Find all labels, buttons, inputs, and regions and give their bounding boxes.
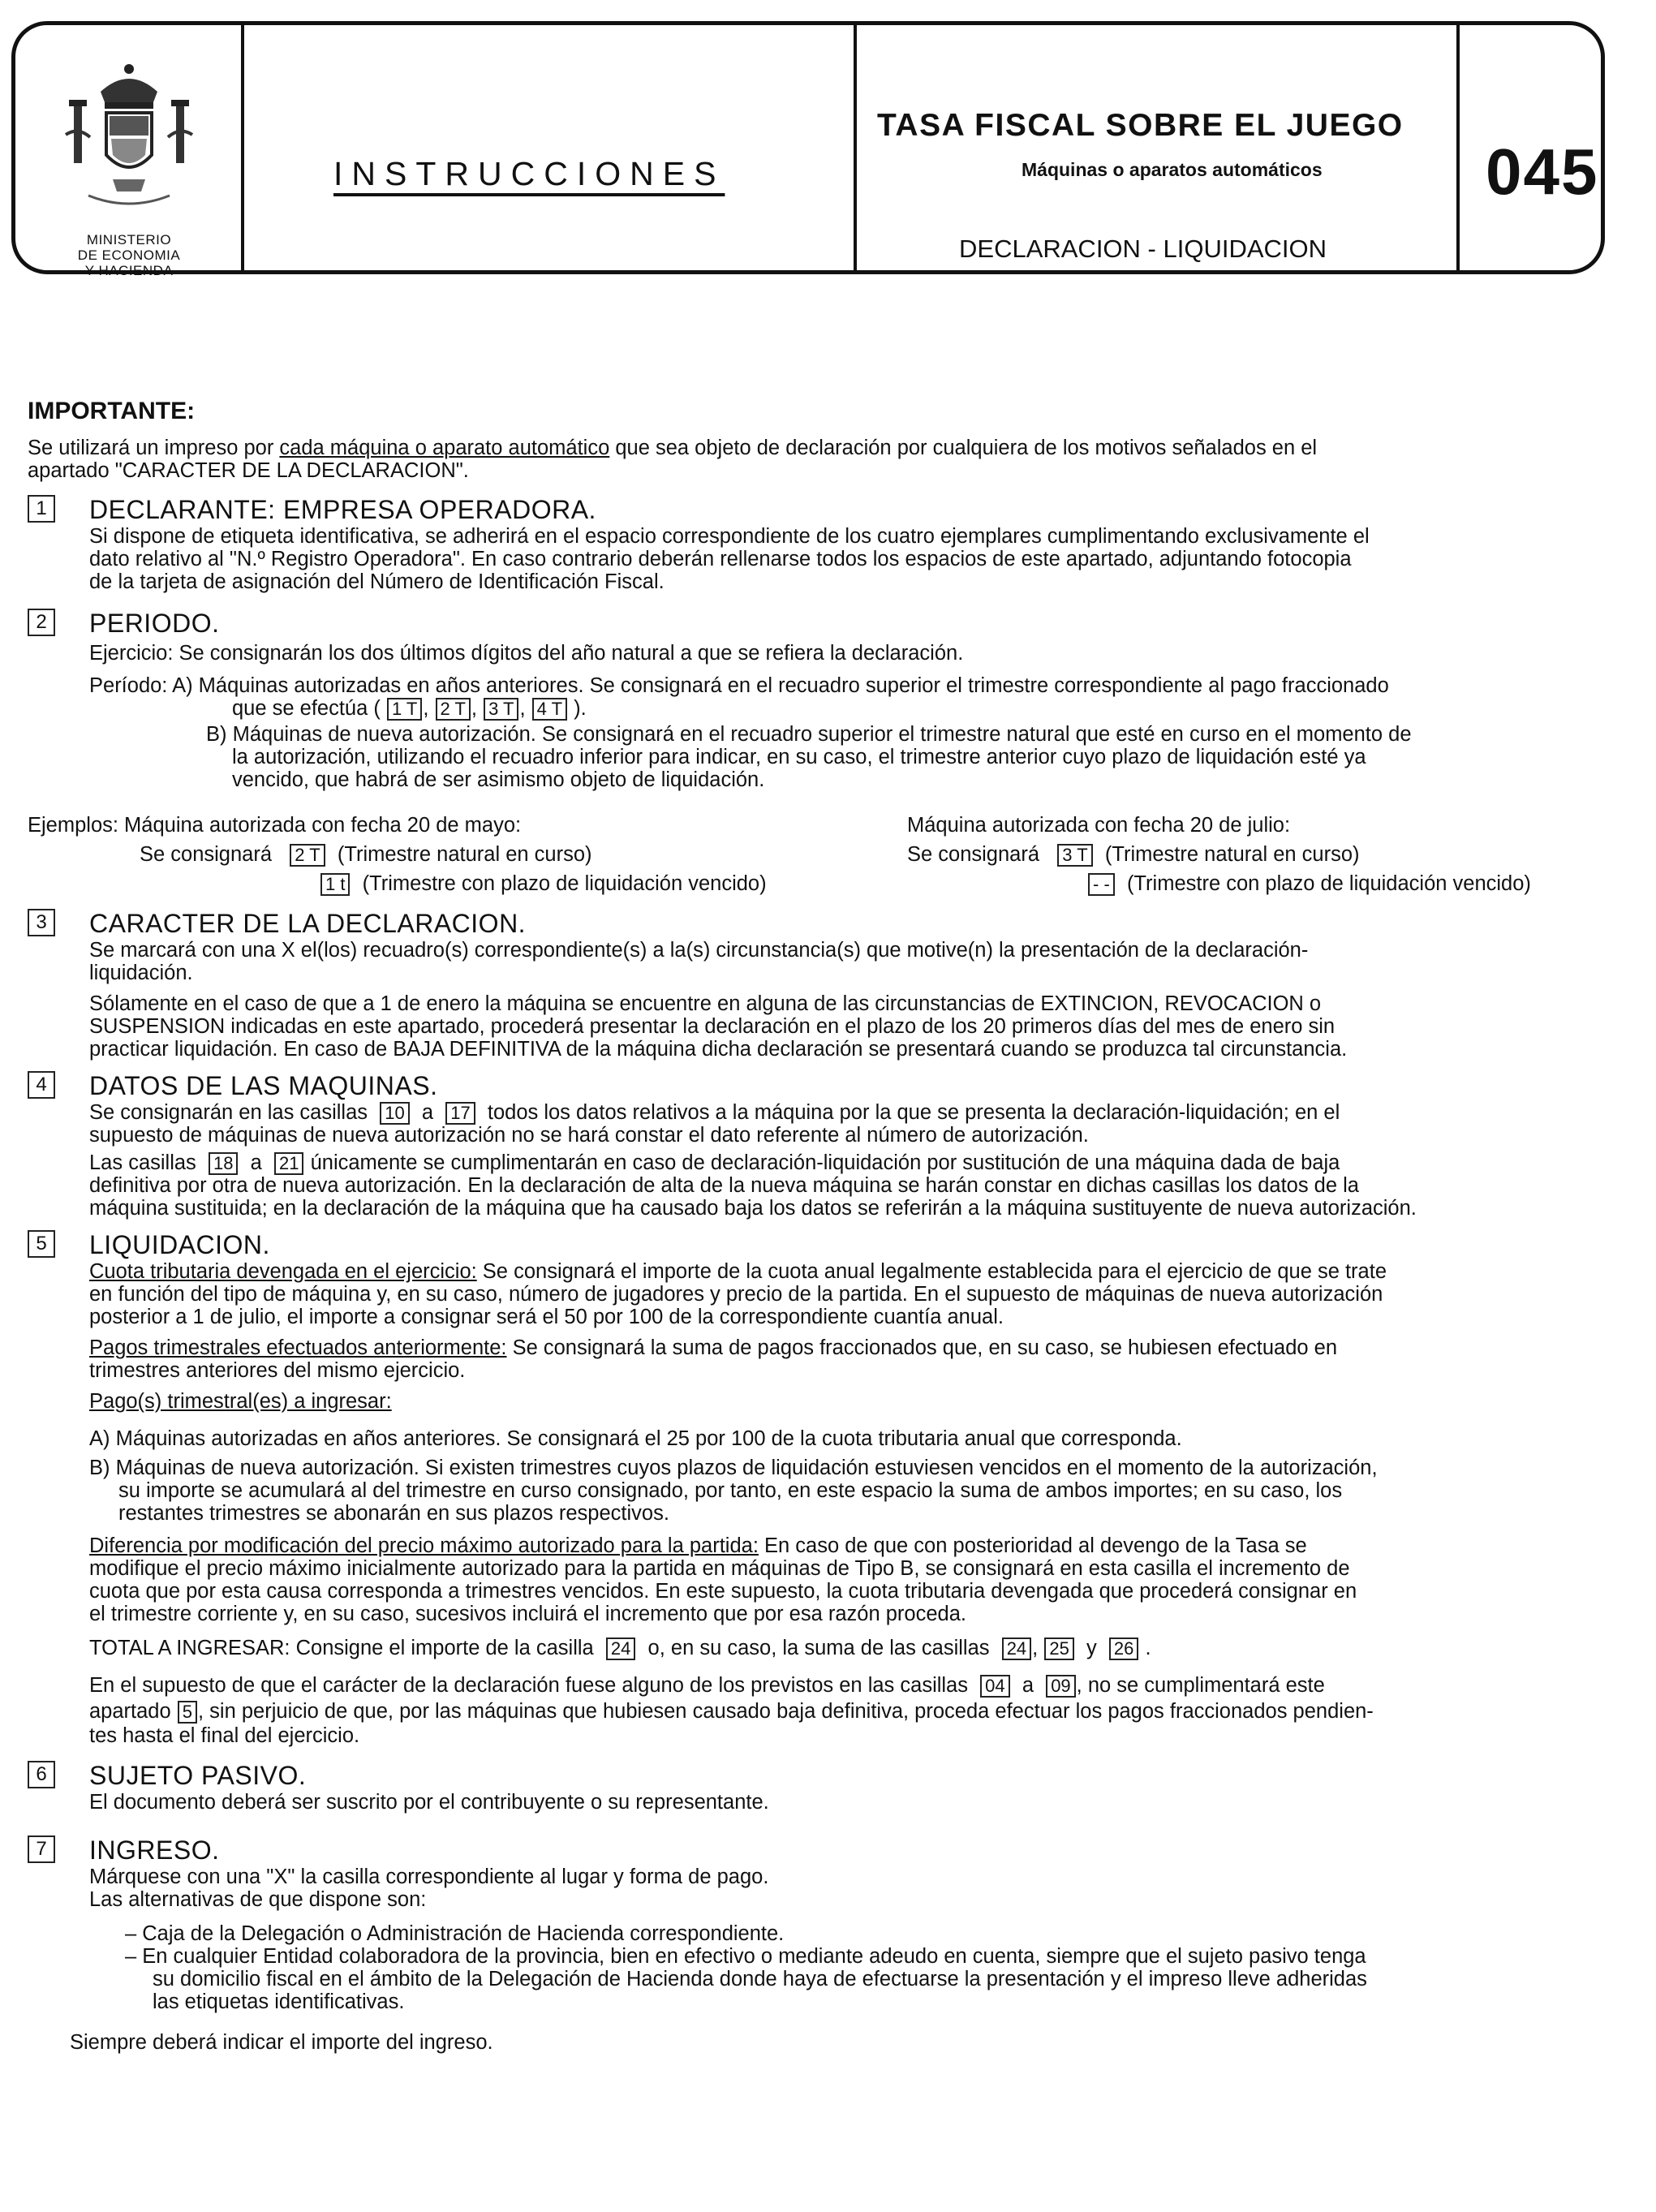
section-title: LIQUIDACION. bbox=[89, 1230, 270, 1259]
underlined-text: cada máquina o aparato automático bbox=[279, 437, 610, 459]
importante-line: apartado "CARACTER DE LA DECLARACION". bbox=[28, 459, 469, 482]
quarter-box: 3 T bbox=[484, 698, 518, 721]
text: a bbox=[421, 1101, 434, 1124]
quarter-box: 2 T bbox=[436, 698, 471, 721]
section-text: modifique el precio máximo inicialmente autorizado para la partida en máquinas de Tipo B, se consignará en esta casilla el incremento de bbox=[89, 1557, 1350, 1580]
text: apartado bbox=[89, 1700, 171, 1723]
ministry-line: DE ECONOMIA bbox=[77, 247, 181, 263]
text: o, en su caso, la suma de las casillas bbox=[647, 1637, 990, 1659]
text: (Trimestre con plazo de liquidación vencido) bbox=[1126, 872, 1531, 895]
section-text: Se marcará con una X el(los) recuadro(s) correspondiente(s) a la(s) circunstancia(s) que motive(n) la presentación de la declaración- bbox=[89, 939, 1309, 962]
field-ref-box: 26 bbox=[1109, 1637, 1138, 1660]
section-text: El documento deberá ser suscrito por el contribuyente o su representante. bbox=[89, 1791, 769, 1814]
section-text: trimestres anteriores del mismo ejercicio. bbox=[89, 1359, 466, 1382]
field-ref-box: 24 bbox=[606, 1637, 635, 1660]
example-line bbox=[907, 842, 1360, 867]
quarter-box: - - bbox=[1088, 873, 1115, 896]
example-line bbox=[320, 871, 767, 896]
document-type: DECLARACION - LIQUIDACION bbox=[959, 235, 1327, 263]
example-title: Máquina autorizada con fecha 20 de julio: bbox=[907, 814, 1291, 837]
text: Las casillas bbox=[89, 1151, 196, 1174]
section-text: B) Máquinas de nueva autorización. Se consignará en el recuadro superior el trimestre natural que esté en curso en el momento de bbox=[206, 723, 1412, 746]
section-text bbox=[89, 1534, 1307, 1558]
text: únicamente se cumplimentarán en caso de declaración-liquidación por sustitución de una máquina dada de baja bbox=[310, 1151, 1340, 1174]
section-text: posterior a 1 de julio, el importe a consignar será el 50 por 100 de la correspondiente cuantía anual. bbox=[89, 1306, 1004, 1328]
text: y bbox=[1086, 1637, 1097, 1659]
text: Se consignará el importe de la cuota anual legalmente establecida para el ejercicio de que se trate bbox=[476, 1260, 1387, 1283]
section-text: practicar liquidación. En caso de BAJA DEFINITIVA de la máquina dicha declaración se presentará cuando se produzca tal circunstancia. bbox=[89, 1038, 1348, 1061]
section-number: 2 bbox=[28, 609, 55, 636]
text: En caso de que con posterioridad al devengo de la Tasa se bbox=[758, 1534, 1307, 1557]
quarter-box: 1 t bbox=[320, 873, 350, 896]
form-code: 045 bbox=[1486, 136, 1599, 208]
instructions-heading: INSTRUCCIONES bbox=[333, 155, 725, 192]
section-subheading: Pago(s) trimestral(es) a ingresar: bbox=[89, 1390, 392, 1413]
section-text: supuesto de máquinas de nueva autorización no se hará constar el dato referente al número de autorización. bbox=[89, 1124, 1089, 1147]
section-text: SUSPENSION indicadas en este apartado, procederá presentar la declaración en el plazo de los 20 primeros días del mes de enero sin bbox=[89, 1015, 1336, 1038]
section-title: DECLARANTE: EMPRESA OPERADORA. bbox=[89, 495, 596, 524]
section-number: 5 bbox=[28, 1230, 55, 1258]
underlined-text: Cuota tributaria devengada en el ejercicio: bbox=[89, 1260, 477, 1283]
section-text: TOTAL A INGRESAR: Consigne el importe de la casilla 24 o, en su caso, la suma de las casillas 24 , 25 y 26 . bbox=[89, 1637, 1151, 1659]
section-number: 6 bbox=[28, 1761, 55, 1788]
section-number: 1 bbox=[28, 495, 55, 523]
quarter-box: 4 T bbox=[532, 698, 567, 721]
ministry-name bbox=[40, 232, 218, 278]
text: todos los datos relativos a la máquina por la que se presenta la declaración-liquidación; en el bbox=[487, 1101, 1340, 1124]
quarter-box: 3 T bbox=[1057, 844, 1092, 867]
underlined-text: Pagos trimestrales efectuados anteriormente: bbox=[89, 1336, 507, 1359]
example-line bbox=[1087, 871, 1531, 896]
quarter-box: 1 T bbox=[387, 698, 422, 721]
text: Se consignará la suma de pagos fraccionados que, en su caso, se hubiesen efectuado en bbox=[506, 1336, 1338, 1359]
section-number: 4 bbox=[28, 1071, 55, 1099]
header-divider bbox=[1456, 25, 1460, 270]
section-text: la autorización, utilizando el recuadro inferior para indicar, en su caso, el trimestre anterior cuyo plazo de liquidación esté ya bbox=[232, 746, 1366, 768]
section-text bbox=[89, 1100, 1340, 1125]
section-number: 3 bbox=[28, 909, 55, 936]
section-text: Márquese con una "X" la casilla correspondiente al lugar y forma de pago. bbox=[89, 1866, 769, 1888]
text: Se consignará bbox=[907, 843, 1040, 866]
text: TOTAL A INGRESAR: Consigne el importe de la casilla bbox=[89, 1637, 594, 1659]
section-text bbox=[89, 1673, 1325, 1698]
field-ref-box: 21 bbox=[274, 1152, 303, 1175]
section-text: el trimestre corriente y, en su caso, sucesivos incluirá el incremento que por esa razón proceda. bbox=[89, 1603, 966, 1625]
underlined-text: Diferencia por modificación del precio máximo autorizado para la partida: bbox=[89, 1534, 759, 1557]
text: (Trimestre natural en curso) bbox=[337, 843, 592, 866]
section-text: Período: A) Máquinas autorizadas en años anteriores. Se consignará en el recuadro superior el trimestre correspondiente al pago fraccionado bbox=[89, 674, 1389, 697]
field-ref-box: 5 bbox=[178, 1701, 197, 1724]
header-divider bbox=[854, 25, 857, 270]
text: a bbox=[1022, 1674, 1034, 1697]
field-ref-box: 04 bbox=[980, 1675, 1009, 1698]
section-text: restantes trimestres se abonarán en sus plazos respectivos. bbox=[118, 1502, 669, 1525]
section-title: CARACTER DE LA DECLARACION. bbox=[89, 909, 527, 938]
section-text: dato relativo al "N.º Registro Operadora". En caso contrario deberán rellenarse todos los espacios de este apartado, adjuntando fotocopia bbox=[89, 548, 1352, 570]
section-text: Ejercicio: Se consignarán los dos últimos dígitos del año natural a que se refiera la declaración. bbox=[89, 642, 964, 665]
section-title: PERIODO. bbox=[89, 609, 220, 638]
text: , sin perjuicio de que, por las máquinas que hubiesen causado baja definitiva, proceda efectuar los pagos fraccionados pendien- bbox=[198, 1700, 1374, 1723]
section-title: INGRESO. bbox=[89, 1835, 220, 1865]
list-item: – En cualquier Entidad colaboradora de la provincia, bien en efectivo o mediante adeudo en cuenta, siempre que el sujeto pasivo tenga bbox=[125, 1945, 1366, 1968]
section-text: Si dispone de etiqueta identificativa, se adherirá en el espacio correspondiente de los cuatro ejemplares cumplimentando exclusivamente el bbox=[89, 525, 1370, 548]
section-text bbox=[89, 1259, 1387, 1284]
text: ). bbox=[574, 697, 587, 720]
header-box bbox=[11, 21, 1605, 278]
section-title: SUJETO PASIVO. bbox=[89, 1761, 307, 1790]
ministry-line: Y HACIENDA bbox=[84, 263, 174, 278]
section-title: DATOS DE LAS MAQUINAS. bbox=[89, 1071, 438, 1100]
section-text bbox=[89, 1699, 1374, 1724]
section-text bbox=[89, 1336, 1337, 1360]
list-item: las etiquetas identificativas. bbox=[153, 1990, 405, 2013]
field-ref-box: 25 bbox=[1044, 1637, 1073, 1660]
field-ref-box: 09 bbox=[1046, 1675, 1075, 1698]
text: que sea objeto de declaración por cualquiera de los motivos señalados en el bbox=[609, 437, 1318, 459]
form-subtitle: Máquinas o aparatos automáticos bbox=[1022, 159, 1323, 180]
text: (Trimestre con plazo de liquidación vencido) bbox=[362, 872, 767, 895]
section-text bbox=[89, 1151, 1340, 1175]
section-text: A) Máquinas autorizadas en años anteriores. Se consignará el 25 por 100 de la cuota tributaria anual que corresponda. bbox=[89, 1427, 1182, 1450]
example-line bbox=[140, 842, 592, 867]
text: a bbox=[250, 1151, 262, 1174]
text: En el supuesto de que el carácter de la declaración fuese alguno de los previstos en las casillas bbox=[89, 1674, 968, 1697]
final-note: Siempre deberá indicar el importe del ingreso. bbox=[70, 2031, 493, 2054]
section-text: Sólamente en el caso de que a 1 de enero la máquina se encuentre en alguna de las circunstancias de EXTINCION, REVOCACION o bbox=[89, 992, 1322, 1015]
field-ref-box: 17 bbox=[445, 1102, 475, 1125]
list-item: – Caja de la Delegación o Administración de Hacienda correspondiente. bbox=[125, 1922, 785, 1945]
header-divider bbox=[241, 25, 244, 270]
section-text: su importe se acumulará al del trimestre en curso consignado, por tanto, en este espacio la suma de ambos importes; en su caso, los bbox=[118, 1479, 1343, 1502]
text: Se utilizará un impreso por bbox=[28, 437, 280, 459]
ministry-line: MINISTERIO bbox=[86, 232, 172, 247]
importante-title: IMPORTANTE: bbox=[28, 398, 196, 424]
section-text: liquidación. bbox=[89, 962, 193, 984]
text: Se consignarán en las casillas bbox=[89, 1101, 368, 1124]
quarter-box: 2 T bbox=[290, 844, 325, 867]
section-text: cuota que por esta causa corresponda a trimestres vencidos. En este supuesto, la cuota tributaria devengada que procederá consignar en bbox=[89, 1580, 1357, 1603]
section-text: de la tarjeta de asignación del Número de Identificación Fiscal. bbox=[89, 570, 665, 593]
section-text: B) Máquinas de nueva autorización. Si existen trimestres cuyos plazos de liquidación estuviesen vencidos en el momento de la autorización, bbox=[89, 1457, 1378, 1479]
section-text: en función del tipo de máquina y, en su caso, número de jugadores y precio de la partida. En el supuesto de máquinas de nueva autorización bbox=[89, 1283, 1383, 1306]
section-text: vencido, que habrá de ser asimismo objeto de liquidación. bbox=[232, 768, 765, 791]
field-ref-box: 10 bbox=[380, 1102, 409, 1125]
section-number: 7 bbox=[28, 1835, 55, 1863]
form-title: TASA FISCAL SOBRE EL JUEGO bbox=[877, 108, 1404, 143]
field-ref-box: 18 bbox=[209, 1152, 238, 1175]
example-title: Ejemplos: Máquina autorizada con fecha 20 de mayo: bbox=[28, 814, 522, 837]
text: que se efectúa ( bbox=[232, 697, 381, 720]
importante-line bbox=[28, 436, 1317, 460]
section-text: definitiva por otra de nueva autorización. En la declaración de alta de la nueva máquina se harán constar en dichas casillas los datos de la bbox=[89, 1174, 1359, 1197]
section-text: Las alternativas de que dispone son: bbox=[89, 1888, 427, 1911]
text: , no se cumplimentará este bbox=[1076, 1674, 1325, 1697]
list-item: su domicilio fiscal en el ámbito de la Delegación de Hacienda donde haya de efectuarse la presentación y el impreso lleve adheridas bbox=[153, 1968, 1367, 1990]
text: Se consignará bbox=[140, 843, 273, 866]
section-text: que se efectúa ( 1 T , 2 T , 3 T , 4 T ). bbox=[232, 697, 587, 720]
text: (Trimestre natural en curso) bbox=[1104, 843, 1360, 866]
field-ref-box: 24 bbox=[1002, 1637, 1031, 1660]
section-text: tes hasta el final del ejercicio. bbox=[89, 1724, 360, 1747]
section-text: máquina sustituida; en la declaración de la máquina que ha causado baja los datos se referirán a la máquina sustituyente de nueva autorización. bbox=[89, 1197, 1417, 1220]
